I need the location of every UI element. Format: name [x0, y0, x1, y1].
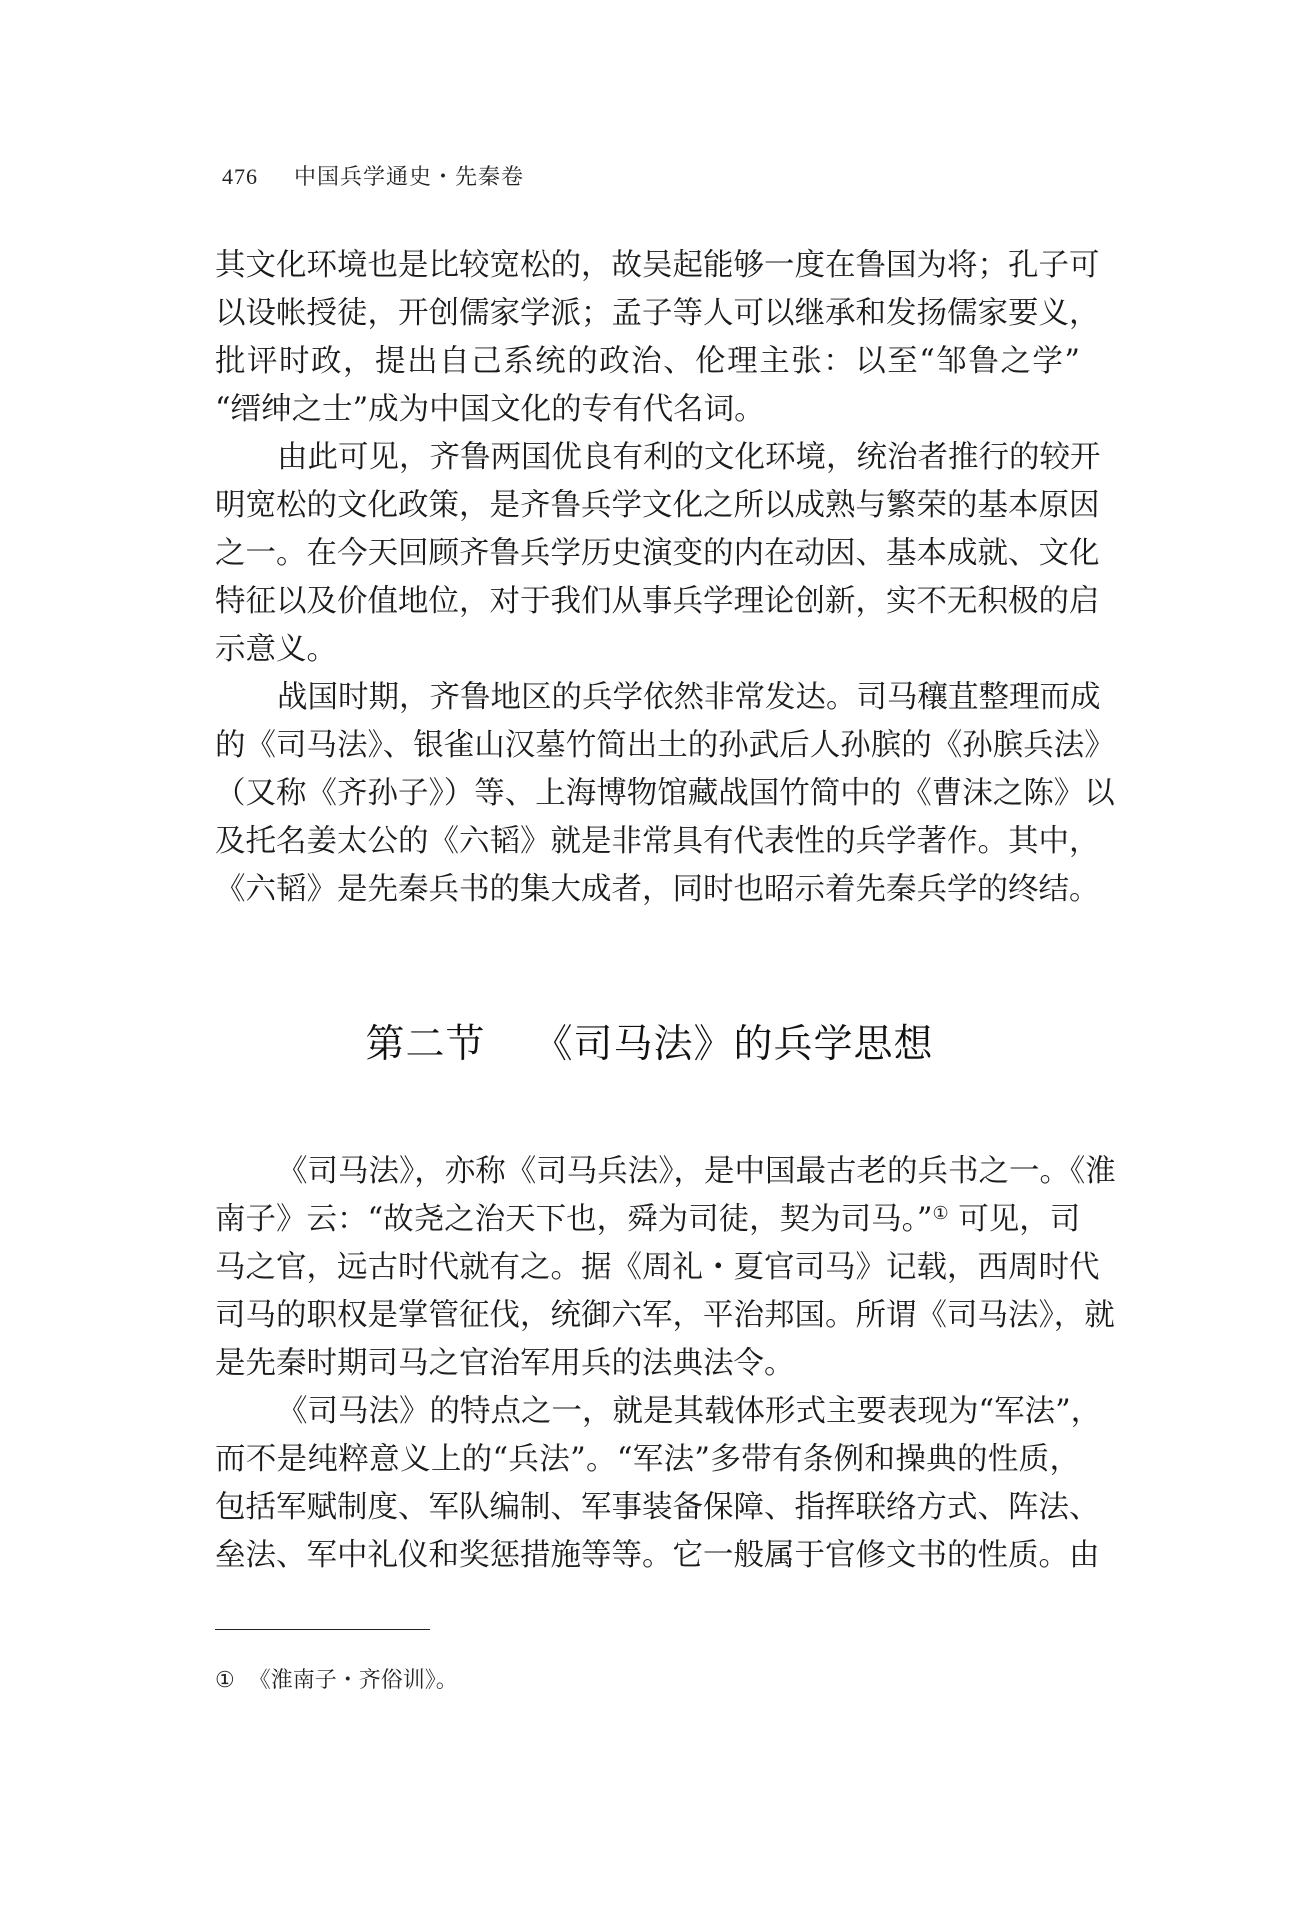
text-line: （又称《齐孙子》）等、上海博物馆藏战国竹简中的《曹沫之陈》以	[215, 776, 1115, 811]
paragraph-3	[215, 674, 1115, 914]
page-number: 476	[222, 164, 258, 189]
section-heading	[0, 1013, 1299, 1069]
text-line: 之一。在今天回顾齐鲁兵学历史演变的内在动因、基本成就、文化	[215, 536, 1100, 571]
paragraph-2	[215, 434, 1101, 674]
text-line: 其文化环境也是比较宽松的，故吴起能够一度在鲁国为将；孔子可	[215, 248, 1100, 283]
footnote	[215, 1663, 458, 1694]
footnote-reference[interactable]: ①	[932, 1203, 949, 1224]
text-line: 批评时政，提出自己系统的政治、伦理主张：以至“邹鲁之学”	[215, 344, 1080, 379]
paragraph-1	[215, 242, 1100, 434]
text-line-with-footnote	[215, 1196, 1080, 1244]
paragraph-4	[215, 1148, 1116, 1388]
text-line: 《六韬》是先秦兵书的集大成者，同时也昭示着先秦兵学的终结。	[215, 872, 1100, 907]
footnote-divider	[215, 1629, 430, 1630]
book-title: 中国兵学通史・先秦卷	[294, 165, 525, 190]
section-title: 《司马法》的兵学思想	[533, 1022, 934, 1067]
footnote-text: 《淮南子・齐俗训》。	[248, 1668, 458, 1693]
paragraph-5	[215, 1388, 1102, 1580]
text-line: “缙绅之士”成为中国文化的专有代名词。	[215, 392, 765, 427]
running-head	[222, 160, 524, 191]
text-line: 《司马法》的特点之一，就是其载体形式主要表现为“军法”，	[277, 1394, 1102, 1429]
text-line: 特征以及价值地位，对于我们从事兵学理论创新，实不无积极的启	[215, 584, 1100, 619]
text-line: 而不是纯粹意义上的“兵法”。“军法”多带有条例和操典的性质，	[215, 1442, 1080, 1477]
text-line: 由此可见，齐鲁两国优良有利的文化环境，统治者推行的较开	[277, 440, 1101, 475]
section-number: 第二节	[365, 1022, 486, 1067]
text-line: 垒法、军中礼仪和奖惩措施等等。它一般属于官修文书的性质。由	[215, 1538, 1100, 1573]
footnote-mark: ①	[215, 1668, 235, 1693]
text-line: 以设帐授徒，开创儒家学派；孟子等人可以继承和发扬儒家要义，	[215, 296, 1100, 331]
text-segment: 可见，司	[958, 1202, 1081, 1237]
text-line: 战国时期，齐鲁地区的兵学依然非常发达。司马穰苴整理而成	[277, 680, 1101, 715]
text-line: 《司马法》，亦称《司马兵法》，是中国最古老的兵书之一。《淮	[277, 1154, 1116, 1189]
text-segment: 南子》云：“故尧之治天下也，舜为司徒，契为司马。”	[215, 1202, 933, 1237]
text-line: 马之官，远古时代就有之。据《周礼・夏官司马》记载，西周时代	[215, 1250, 1100, 1285]
text-line: 包括军赋制度、军队编制、军事装备保障、指挥联络方式、阵法、	[215, 1490, 1100, 1525]
text-line: 司马的职权是掌管征伐，统御六军，平治邦国。所谓《司马法》，就	[215, 1298, 1115, 1333]
text-line: 是先秦时期司马之官治军用兵的法典法令。	[215, 1346, 795, 1381]
text-line: 及托名姜太公的《六韬》就是非常具有代表性的兵学著作。其中，	[215, 824, 1100, 859]
text-line: 明宽松的文化政策，是齐鲁兵学文化之所以成熟与繁荣的基本原因	[215, 488, 1100, 523]
text-line: 示意义。	[215, 632, 337, 667]
text-line: 的《司马法》、银雀山汉墓竹简出土的孙武后人孙膑的《孙膑兵法》	[215, 728, 1115, 763]
